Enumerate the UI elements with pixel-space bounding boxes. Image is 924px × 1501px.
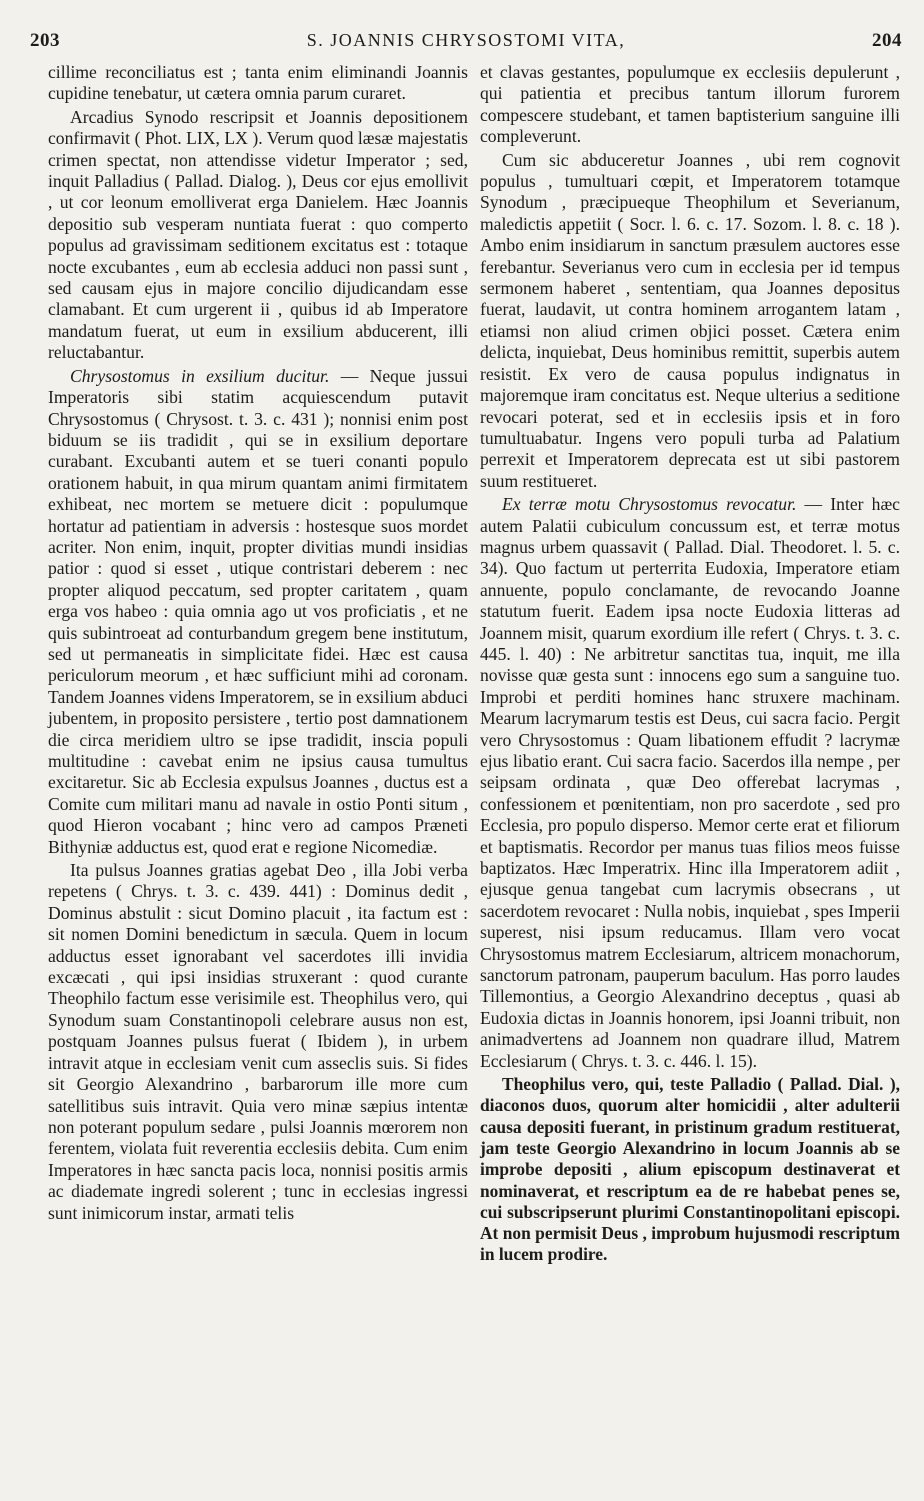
left-paragraph-1: cillime reconciliatus est ; tanta enim eliminandi Joannis cupidine tenebatur, ut cætera omnia parum curaret.: [48, 62, 468, 104]
right-paragraph-1: et clavas gestantes, populumque ex ecclesiis depulerunt , qui patientia et precibus tantum illorum furorem compescere studebant, et tamen baptisterium sanguine illi compleverunt.: [480, 62, 900, 147]
left-paragraph-2: Arcadius Synodo rescripsit et Joannis depositionem confirmavit ( Phot. LIX, LX ). Verum quod læsæ majestatis crimen spectat, non attendisse videtur Imperator ; sed, inquit Palladius ( Pallad. Dialog. ), Deus cor ejus emollivit , ut cor leonum emolliverat erga Danielem. Hæc Joannis depositio sub vesperam nuntiata fuerat : quo comperto populus ad gravissimam seditionem excitatus est : totaque nocte excubantes , eum ab ecclesia adduci non passi sunt , sed causam ejus in majore concilio dijudicandam esse clamabant. Et cum urgerent ii , quibus id ab Imperatore mandatum fuerat, ut eum in exsilium abducerent, illi reluctabantur.: [48, 106, 468, 363]
section-title-exile: Chrysostomus in exsilium ducitur.: [70, 365, 330, 386]
running-header: [30, 30, 902, 58]
running-title: S. JOANNIS CHRYSOSTOMI VITA,: [306, 30, 626, 50]
left-paragraph-3-text: — Neque jussui Imperatoris sibi statim acquiescendum putavit Chrysostomus ( Chrysost. t. 3. c. 431 ); nonnisi enim post biduum se iis tradidit , qui se in exsilium deportare curabant. Excubanti autem et se tueri conanti populo orationem habuit, in qua mirum quantam animi firmitatem exhibeat, nec mortem se metuere dicit : populumque hortatur ad patientiam in adversis : hostesque suos mordet acriter. Non enim, inquit, propter divitias mundi insidias patior : quod si esset , utique contristari deberem : nec propter aliquod peccatum, sed propter caritatem , quam erga vos habeo : quia omnia ago ut vos proficiatis , et ne quis subintroeat ad conturbandum gregem bene institutum, sed ut permaneatis in simplicitate fidei. Hæc est causa periculorum meorum , et hæc sufficiunt mihi ad coronam. Tandem Joannes videns Imperatorem, se in exsilium abduci jubentem, in proposito persistere , tertio post damnationem die circa meridiem ultro se ipse tradidit, inscia populi multitudine : cavebat enim ne ipsius causa tumultus excitaretur. Sic ab Ecclesia expulsus Joannes , ductus est a Comite cum militari manu ad navale in ostio Ponti situm , quod Hieron vocabant ; hinc vero ad campos Præneti Bithyniæ adductus est, quod erat e regione Nicomediæ.: [48, 365, 468, 857]
right-paragraph-3: [480, 494, 900, 1072]
right-column: [480, 62, 900, 1266]
right-paragraph-2: Cum sic abduceretur Joannes , ubi rem cognovit populus , tumultuari cœpit, et Imperatorem totamque Synodum , præcipueque Theophilum et Severianum, maledictis appetiit ( Socr. l. 6. c. 17. Sozom. l. 8. c. 18 ). Ambo enim insidiarum in sanctum præsulem auctores esse ferebantur. Severianus vero cum in ecclesia per id tempus sermonem haberet , sententiam, qua Joannes depositus fuerat, laudavit, ut contra hominem arrogantem latam , etiamsi non aliud crimen objici posset. Cætera enim delicta, inquiebat, Deus hominibus remittit, superbis autem resistit. Ex vero de causa populus indignatus in majoremque iram concitatus est. Neque ulterius a seditione revocari poterat, sed et in ecclesiis ipsis et in foro tumultuabatur. Ingens vero populi turba ad Palatium perrexit et Imperatorem deprecata est ut sibi pastorem suum restitueret.: [480, 149, 900, 491]
left-paragraph-3: [48, 366, 468, 858]
page-number-left: 203: [30, 30, 60, 51]
left-column: [48, 62, 468, 1224]
right-paragraph-3-text: — Inter hæc autem Palatii cubiculum concussum est, et terræ motus magnus urbem quassavit ( Pallad. Dial. Theodoret. l. 5. c. 34). Quo factum ut perterrita Eudoxia, Imperatore etiam annuente, populo conclamante, de revocando Joanne statutum fuerit. Eadem ipsa nocte Eudoxia litteras ad Joannem misit, quarum exordium ille refert ( Chrys. t. 3. c. 445. l. 40) : Ne arbitretur sanctitas tua, inquit, me illa novisse quæ gesta sunt : innocens ego sum a sanguine tuo. Improbi et perditi homines hanc struxere machinam. Mearum lacrymarum testis est Deus, cui sacra facio. Pergit vero Chrysostomus : Quam libationem effudit ? lacrymæ ejus libatio erant. Cui sacra facio. Sacerdos illa nempe , per seipsam ordinata , quæ Deo offerebat lacrymas , confessionem et pœnitentiam, non pro sacerdote , sed pro Ecclesia, pro populo disperso. Memor certe erat et filiorum et baptismatis. Recordor per manus tuas filios meos fuisse baptizatos. Hæc Imperatrix. Hinc illa Imperatorem adiit , ejusque genua tangebat cum lacrymis obsecrans , ut sacerdotem revocaret : Nulla nobis, inquiebat , spes Imperii superest, nisi ipsum reducamus. Illam vero vocat Chrysostomus matrem Ecclesiarum, altricem monachorum, sanctorum patronam, pauperum baculum. Has porro laudes Tillemontius, a Georgio Alexandrino deceptus , quasi ab Eudoxia dictas in Joannis honorem, ipsi Joanni tribuit, non animadvertens ad Joannem non quadrare illud, Matrem Ecclesiarum ( Chrys. t. 3. c. 446. l. 15).: [480, 494, 900, 1071]
left-paragraph-4: Ita pulsus Joannes gratias agebat Deo , illa Jobi verba repetens ( Chrys. t. 3. c. 439. 441) : Dominus dedit , Dominus abstulit : sicut Domino placuit , ita factum est : sit nomen Domini benedictum in sæcula. Quem in locum adductus esset ignorabant vel sacerdotes illi invidia excæcati , qui ipsi insidias struxerant : quod curante Theophilo factum esse verisimile est. Theophilus vero, qui Synodum suam Constantinopoli celebrare ausus non est, postquam Joannes pulsus fuerat ( Ibidem ), in urbem intravit atque in ecclesiam venit cum asseclis suis. Si fides sit Georgio Alexandrino , barbarorum ille more cum satellitibus suis intravit. Quia vero minæ sæpius intentæ non poterant populum sedare , pulsi Joannis mœrorem non ferentem, violata fuit reverentia ecclesiis debita. Cum enim Imperatores in hæc sancta pacis loca, nonnisi positis armis ac diademate ingredi solerent ; tunc in ecclesias ingressi sunt inimicorum instar, armati telis: [48, 860, 468, 1223]
right-paragraph-4: Theophilus vero, qui, teste Palladio ( Pallad. Dial. ), diaconos duos, quorum alter homicidii , alter adulterii causa depositi fuerant, in pristinum gradum restituerat, jam teste Georgio Alexandrino in locum Joannis ab se improbe depositi , alium episcopum destinaverat et nominaverat, et rescriptum ea de re habebat penes se, cui subscripserunt plurimi Constantinopolitani episcopi. At non permisit Deus , improbum hujusmodi rescriptum in lucem prodire.: [480, 1074, 900, 1265]
section-title-earthquake: Ex terræ motu Chrysostomus revocatur.: [502, 494, 797, 515]
page-number-right: 204: [872, 30, 902, 51]
